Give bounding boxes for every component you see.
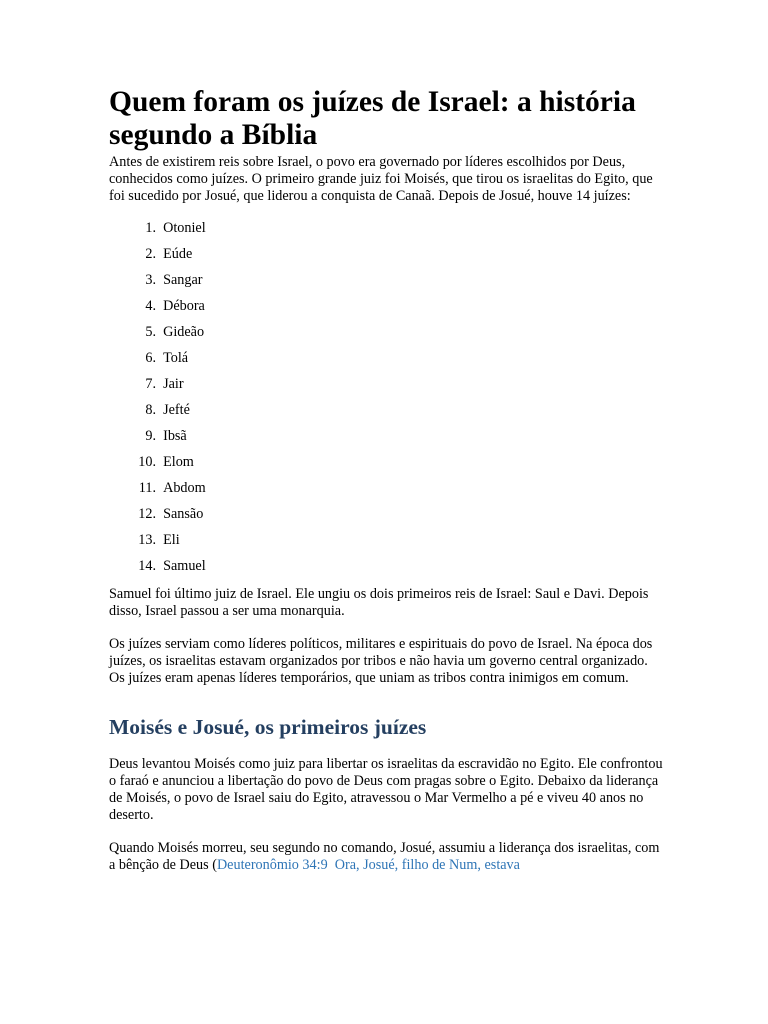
joshua-paragraph-text: Quando Moisés morreu, seu segundo no comando, Josué, assumiu a liderança dos israelitas, com a bênção de Deus ( bbox=[109, 840, 660, 873]
moses-paragraph: Deus levantou Moisés como juiz para libertar os israelitas da escravidão no Egito. Ele confrontou o faraó e anunciou a libertação do povo de Deus com pragas sobre o Egito. Debaixo da liderança de Moisés, o povo de Israel saiu do Egito, atravessou o Mar Vermelho a pé e viveu 40 anos no deserto. bbox=[109, 756, 663, 823]
list-item-number: 10. bbox=[138, 454, 156, 470]
list-item-name: Sansão bbox=[163, 506, 204, 522]
list-item-number: 6. bbox=[145, 350, 156, 366]
list-item-number: 13. bbox=[138, 532, 156, 548]
list-item-number: 3. bbox=[145, 272, 156, 288]
list-item-number: 7. bbox=[145, 376, 156, 392]
list-item bbox=[109, 532, 665, 558]
list-item bbox=[109, 220, 665, 246]
list-item-name: Samuel bbox=[163, 558, 206, 574]
joshua-paragraph bbox=[109, 840, 665, 874]
list-item bbox=[109, 272, 665, 298]
list-item-number: 8. bbox=[145, 402, 156, 418]
list-item-number: 1. bbox=[145, 220, 156, 236]
list-item-name: Abdom bbox=[163, 480, 206, 496]
list-item-number: 14. bbox=[138, 558, 156, 574]
list-item bbox=[109, 246, 665, 272]
list-item bbox=[109, 298, 665, 324]
list-item-name: Gideão bbox=[163, 324, 205, 340]
list-item bbox=[109, 402, 665, 428]
list-item-name: Sangar bbox=[163, 272, 203, 288]
list-item bbox=[109, 480, 665, 506]
list-item-number: 2. bbox=[145, 246, 156, 262]
list-item bbox=[109, 350, 665, 376]
list-item-name: Eúde bbox=[163, 246, 193, 262]
list-item-name: Jefté bbox=[163, 402, 190, 418]
list-item-name: Otoniel bbox=[163, 220, 206, 236]
intro-paragraph: Antes de existirem reis sobre Israel, o povo era governado por líderes escolhidos por Deus, conhecidos como juízes. O primeiro grande juiz foi Moisés, que tirou os israelitas do Egito, que foi sucedido por Josué, que liderou a conquista de Canaã. Depois de Josué, houve 14 juízes: bbox=[109, 154, 653, 204]
list-item bbox=[109, 428, 665, 454]
list-item-number: 5. bbox=[145, 324, 156, 340]
judges-role-paragraph: Os juízes serviam como líderes políticos, militares e espirituais do povo de Israel. Na época dos juízes, os israelitas estavam organizados por tribos e não havia um governo central organizado. Os juízes eram apenas líderes temporários, que uniam as tribos contra inimigos em comum. bbox=[109, 636, 653, 686]
list-item bbox=[109, 376, 665, 402]
list-item-name: Elom bbox=[163, 454, 194, 470]
list-item-name: Jair bbox=[163, 376, 184, 392]
list-item-number: 9. bbox=[145, 428, 156, 444]
list-item-name: Tolá bbox=[163, 350, 189, 366]
samuel-paragraph: Samuel foi último juiz de Israel. Ele ungiu os dois primeiros reis de Israel: Saul e Davi. Depois disso, Israel passou a ser uma monarquia. bbox=[109, 586, 649, 619]
list-item-name: Débora bbox=[163, 298, 205, 314]
document-page bbox=[109, 86, 665, 874]
list-item-name: Eli bbox=[163, 532, 180, 548]
deuteronomy-link[interactable]: Deuteronômio 34:9 bbox=[216, 857, 328, 873]
deuteronomy-quote[interactable]: Ora, Josué, filho de Num, estava bbox=[334, 857, 520, 873]
list-item-number: 12. bbox=[138, 506, 156, 522]
list-item bbox=[109, 324, 665, 350]
list-item bbox=[109, 558, 665, 584]
list-item bbox=[109, 506, 665, 532]
section-heading: Moisés e Josué, os primeiros juízes bbox=[109, 715, 427, 739]
list-item-number: 11. bbox=[138, 480, 156, 496]
page-title: Quem foram os juízes de Israel: a história segundo a Bíblia bbox=[109, 86, 636, 151]
list-item bbox=[109, 454, 665, 480]
list-item-name: Ibsã bbox=[163, 428, 187, 444]
judges-list bbox=[109, 220, 665, 584]
list-item-number: 4. bbox=[145, 298, 156, 314]
